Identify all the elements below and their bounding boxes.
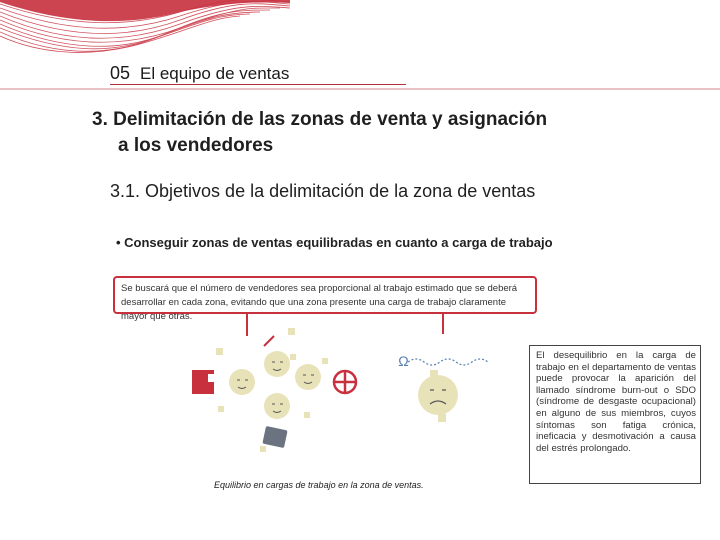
deco-square [290,354,296,360]
decorative-waves [0,0,290,62]
figure-caption: Equilibrio en cargas de trabajo en la zona de ventas. [214,480,424,490]
bullet-point: • Conseguir zonas de ventas equilibradas en cuanto a carga de trabajo [116,235,553,250]
workload-illustration [180,310,510,480]
grey-folder-icon [262,426,287,448]
section-title-line2: a los vendedores [118,135,274,156]
deco-square [438,414,446,422]
red-wheel-icon [334,371,356,393]
callout-box [113,276,537,322]
side-note-text: El desequilibrio en la carga de trabajo en el departamento de ventas puede provocar la aparición del llamado síndrome burn-out o SDO (síndrome de desgaste ocupacional) en alguno de sus miembros, cuyos síntomas son fatiga crónica, ineficacia y desmotivación a causa del estrés prolongado. [536,350,696,454]
deco-square [288,328,295,335]
section-title-line1: 3. Delimitación de las zonas de venta y asignación [92,109,548,130]
chapter-title: El equipo de ventas [140,64,290,83]
deco-square [216,348,223,355]
wavy-dotted-line [408,359,488,365]
section-title [92,107,652,159]
wave-symbol: Ω [398,353,409,369]
white-square-icon [208,374,216,382]
worker-face-icon [229,351,321,419]
subsection-title: 3.1. Objetivos de la delimitación de la zona de ventas [110,181,536,201]
deco-square [322,358,328,364]
stressed-face-icon [418,375,458,415]
deco-square [304,412,310,418]
deco-square [430,370,438,378]
decorative-divider [0,88,720,90]
side-note-box [529,345,701,484]
callout-text: Se buscará que el número de vendedores sea proporcional al trabajo estimado que se deberá desarrollar en cada zona, evitando que una zona presente una carga de trabajo claramente mayor que otras. [121,283,518,322]
chapter-header [110,60,406,85]
chapter-number: 05 [110,63,131,83]
deco-square [260,446,266,452]
pen-icon [264,336,274,346]
deco-square [218,406,224,412]
